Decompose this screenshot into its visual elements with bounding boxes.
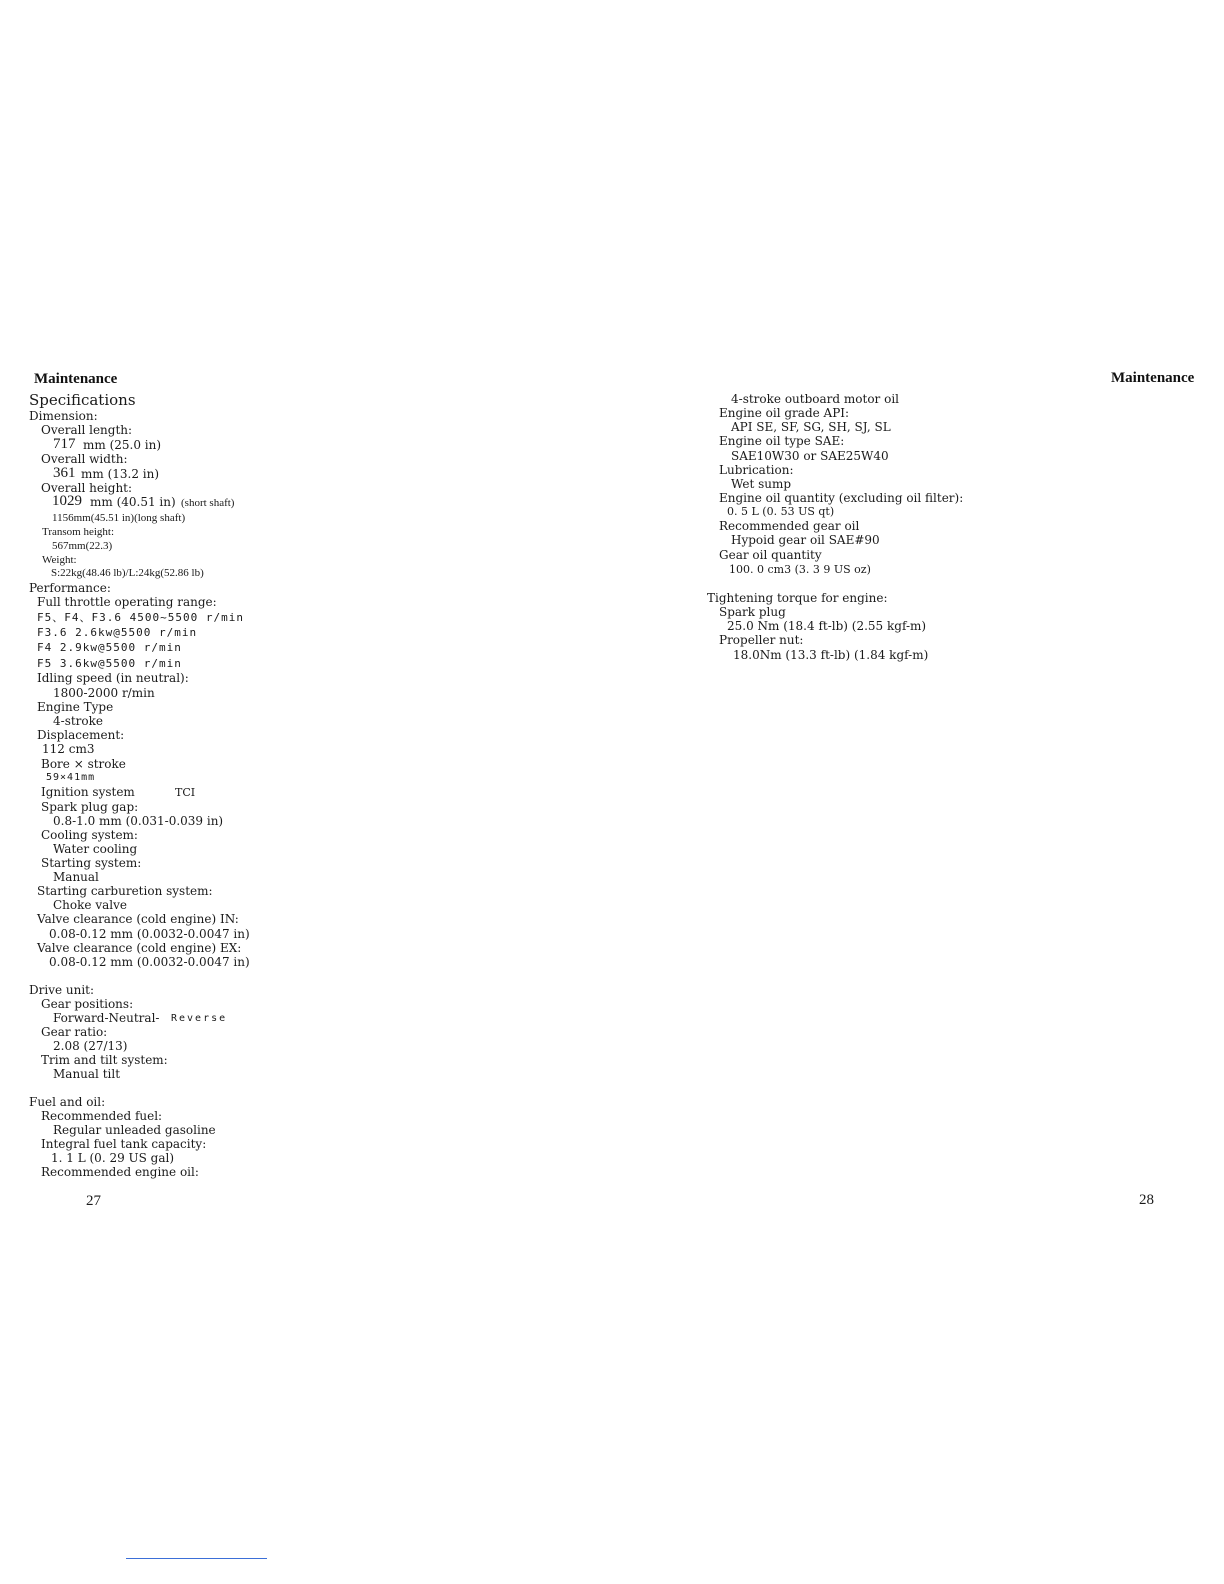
- spec-line: 1156mm(45.51 in)(long shaft): [52, 512, 186, 524]
- spec-line: 18.0Nm (13.3 ft-lb) (1.84 kgf-m): [733, 648, 929, 662]
- spec-line: Overall height:: [41, 481, 133, 495]
- left-page-number: 27: [86, 1193, 101, 1209]
- spec-line: Starting carburetion system:: [37, 884, 213, 898]
- spec-line: F4 2.9kw@5500 r/min: [37, 641, 182, 654]
- spec-line: Reverse: [171, 1013, 228, 1024]
- spec-line: 0.08-0.12 mm (0.0032-0.0047 in): [49, 955, 250, 969]
- spec-line: mm (40.51 in): [90, 495, 176, 509]
- spec-line: 1. 1 L (0. 29 US gal): [51, 1151, 175, 1165]
- spec-line: 1800-2000 r/min: [53, 686, 155, 700]
- spec-line: Engine oil type SAE:: [719, 434, 845, 448]
- spec-line: Integral fuel tank capacity:: [41, 1137, 207, 1151]
- spec-note: (short shaft): [181, 497, 235, 509]
- spec-line: Spark plug: [719, 605, 786, 619]
- spec-line: mm (13.2 in): [81, 467, 160, 481]
- spec-line: Weight:: [42, 554, 77, 566]
- right-page-header: Maintenance: [1111, 370, 1195, 386]
- spec-line: F5 3.6kw@5500 r/min: [37, 657, 182, 670]
- spec-line: F3.6 2.6kw@5500 r/min: [37, 626, 198, 639]
- spec-value: 717: [53, 436, 76, 452]
- spec-line: 4-stroke: [53, 714, 104, 728]
- spec-line: Gear positions:: [41, 997, 134, 1011]
- left-page-header: Maintenance: [34, 371, 118, 387]
- spec-line: Recommended fuel:: [41, 1109, 163, 1123]
- spec-line: 25.0 Nm (18.4 ft-lb) (2.55 kgf-m): [727, 619, 927, 633]
- spec-line: Manual tilt: [53, 1067, 121, 1081]
- spec-line: Transom height:: [42, 526, 115, 538]
- spec-line: Bore × stroke: [41, 757, 126, 771]
- spec-line: S:22kg(48.46 lb)/L:24kg(52.86 lb): [51, 567, 204, 579]
- spec-line: Valve clearance (cold engine) IN:: [37, 912, 239, 926]
- spec-line: F5、F4、F3.6 4500~5500 r/min: [37, 611, 244, 624]
- specifications-title: Specifications: [29, 391, 136, 409]
- spec-line: Gear ratio:: [41, 1025, 108, 1039]
- spec-line: mm (25.0 in): [83, 438, 162, 452]
- spec-line: 0.08-0.12 mm (0.0032-0.0047 in): [49, 927, 250, 941]
- spec-line: TCI: [175, 786, 196, 799]
- spec-line: Ignition system: [41, 785, 135, 799]
- spec-line: 0. 5 L (0. 53 US qt): [727, 505, 835, 518]
- bottom-divider-line: [126, 1558, 267, 1559]
- spec-line: Water cooling: [53, 842, 138, 856]
- spec-line: Fuel and oil:: [29, 1095, 106, 1109]
- spec-value: 1029: [52, 493, 82, 509]
- spec-line: Drive unit:: [29, 983, 95, 997]
- spec-line: Wet sump: [731, 477, 792, 491]
- spec-line: 59×41mm: [46, 772, 96, 783]
- spec-line: 112 cm3: [42, 742, 95, 756]
- spec-line: 0.8-1.0 mm (0.031-0.039 in): [53, 814, 224, 828]
- spec-line: Overall length:: [41, 423, 133, 437]
- spec-line: Full throttle operating range:: [37, 595, 217, 609]
- spec-line: Propeller nut:: [719, 633, 804, 647]
- spec-line: Displacement:: [37, 728, 125, 742]
- spec-line: Engine Type: [37, 700, 114, 714]
- spec-line: Forward-Neutral-: [53, 1011, 160, 1025]
- spec-line: Hypoid gear oil SAE#90: [731, 533, 880, 547]
- spec-line: Tightening torque for engine:: [707, 591, 888, 605]
- spec-line: Recommended engine oil:: [41, 1165, 199, 1179]
- right-page-number: 28: [1139, 1192, 1154, 1208]
- spec-line: 567mm(22.3): [52, 540, 113, 552]
- spec-line: Spark plug gap:: [41, 800, 139, 814]
- spec-line: Dimension:: [29, 409, 98, 423]
- spec-line: Choke valve: [53, 898, 127, 912]
- spec-line: Recommended gear oil: [719, 519, 860, 533]
- spec-line: 2.08 (27/13): [53, 1039, 128, 1053]
- spec-line: Engine oil grade API:: [719, 406, 850, 420]
- spec-line: Performance:: [29, 581, 111, 595]
- spec-line: Regular unleaded gasoline: [53, 1123, 216, 1137]
- spec-line: Starting system:: [41, 856, 142, 870]
- spec-line: Overall width:: [41, 452, 128, 466]
- spec-line: Engine oil quantity (excluding oil filter):: [719, 491, 964, 505]
- spec-line: Lubrication:: [719, 463, 794, 477]
- spec-line: 100. 0 cm3 (3. 3 9 US oz): [729, 563, 871, 576]
- spec-line: Gear oil quantity: [719, 548, 822, 562]
- spec-line: Manual: [53, 870, 99, 884]
- spec-line: Idling speed (in neutral):: [37, 671, 189, 685]
- spec-line: Cooling system:: [41, 828, 138, 842]
- spec-line: 4-stroke outboard motor oil: [731, 392, 899, 406]
- spec-line: SAE10W30 or SAE25W40: [731, 449, 889, 463]
- spec-value: 361: [53, 465, 76, 481]
- spec-line: API SE, SF, SG, SH, SJ, SL: [731, 420, 891, 434]
- spec-line: Valve clearance (cold engine) EX:: [37, 941, 242, 955]
- spec-line: Trim and tilt system:: [41, 1053, 168, 1067]
